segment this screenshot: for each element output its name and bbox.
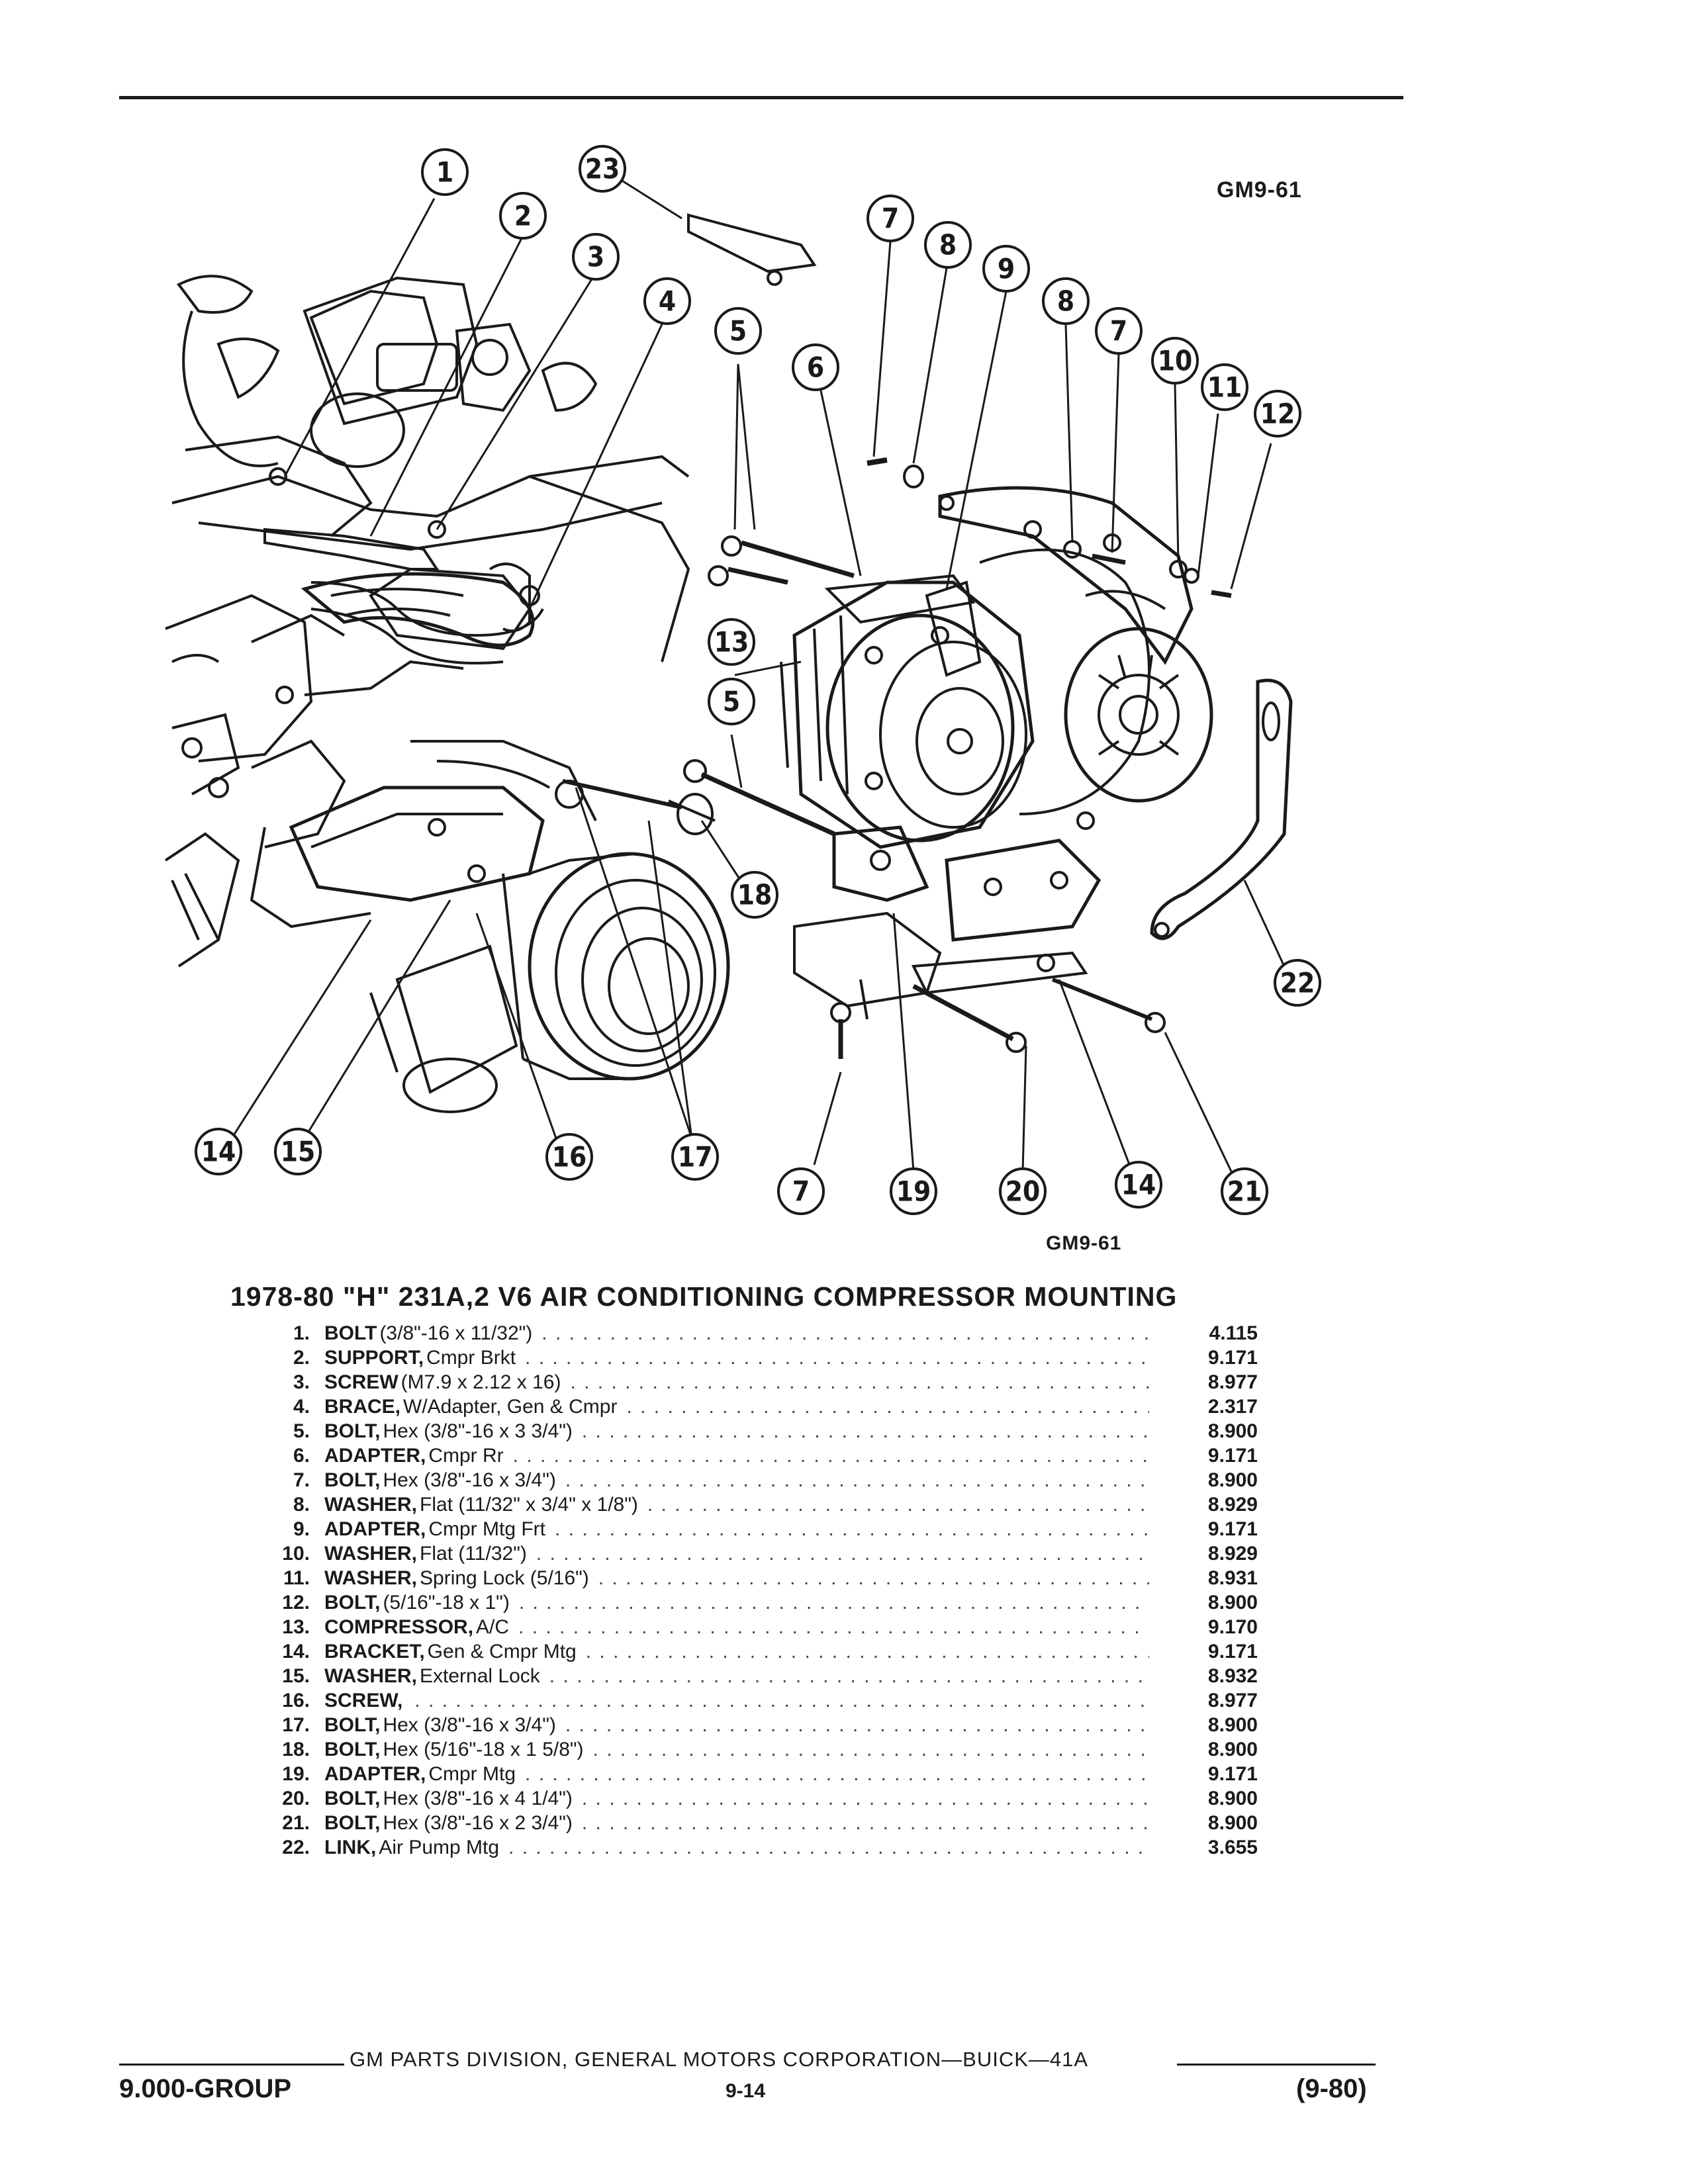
callout-23 (580, 146, 625, 191)
part-row-5 (238, 1419, 1258, 1443)
part-description: Flat (11/32" x 3/4" x 1/8") (420, 1494, 638, 1516)
dot-leader (626, 1394, 1149, 1419)
footer-rule-left (119, 2064, 344, 2066)
part-name: ADAPTER, (324, 1763, 426, 1785)
callout-22 (1275, 960, 1320, 1005)
dot-leader (565, 1468, 1149, 1492)
callout-6 (793, 345, 838, 390)
callout-15 (275, 1129, 320, 1174)
part-description: W/Adapter, Gen & Cmpr (403, 1396, 618, 1418)
footer-group: 9.000-GROUP (119, 2074, 292, 2103)
dot-leader (513, 1443, 1149, 1468)
part-row-15 (238, 1664, 1258, 1688)
group-number: 8.977 (1207, 1371, 1258, 1393)
group-number: 9.171 (1207, 1347, 1258, 1369)
part-number: 13. (282, 1616, 310, 1638)
dot-leader (541, 1321, 1149, 1345)
svg-text:12: 12 (1260, 397, 1295, 430)
page-title: 1978-80 "H" 231A,2 V6 AIR CONDITIONING COMPRESSOR MOUNTING (230, 1281, 1178, 1312)
callouts (196, 146, 1320, 1214)
dot-leader (555, 1517, 1149, 1541)
part-name: BOLT, (324, 1788, 381, 1809)
callout-2 (500, 193, 545, 238)
part-row-4 (238, 1394, 1258, 1419)
part-row-7 (238, 1468, 1258, 1492)
part-name: BOLT, (324, 1420, 381, 1442)
callout-4 (645, 279, 690, 324)
part-name: SCREW (324, 1371, 399, 1393)
part-number: 19. (282, 1763, 310, 1785)
group-number: 9.170 (1207, 1616, 1258, 1638)
part-description: External Lock (420, 1665, 540, 1687)
part-description: Hex (3/8"-16 x 3/4") (383, 1469, 556, 1491)
part-name: WASHER, (324, 1665, 418, 1687)
compressor-drawing (781, 582, 1033, 847)
part-description: Hex (5/16"-18 x 1 5/8") (383, 1739, 584, 1760)
group-number: 8.900 (1207, 1812, 1258, 1834)
group-number: 8.900 (1207, 1714, 1258, 1736)
part-number: 15. (282, 1665, 310, 1687)
part-description: Hex (3/8"-16 x 3/4") (383, 1714, 556, 1736)
part-name: BOLT (324, 1322, 377, 1344)
group-number: 8.900 (1207, 1592, 1258, 1614)
part-name: SCREW, (324, 1690, 403, 1711)
upper-gen-bracket-drawing (940, 488, 1192, 662)
callout-7-top (868, 196, 913, 241)
part-description: Spring Lock (5/16") (420, 1567, 589, 1589)
part-name: ADAPTER, (324, 1518, 426, 1540)
footer-page-number: 9-14 (726, 2080, 766, 2102)
part-name: ADAPTER, (324, 1445, 426, 1467)
part-description: (M7.9 x 2.12 x 16) (400, 1371, 561, 1393)
lower-mount-bracket-drawing (291, 741, 596, 900)
part-row-2 (238, 1345, 1258, 1370)
part-description: Air Pump Mtg (379, 1837, 500, 1858)
callout-7-bottom (778, 1169, 823, 1214)
group-number: 8.931 (1207, 1567, 1258, 1589)
dot-leader (525, 1345, 1149, 1370)
group-number: 9.171 (1207, 1641, 1258, 1662)
part-description: Hex (3/8"-16 x 3 3/4") (383, 1420, 573, 1442)
group-number: 4.115 (1209, 1322, 1258, 1344)
part-name: BOLT, (324, 1469, 381, 1491)
part-number: 3. (293, 1371, 310, 1393)
svg-text:21: 21 (1227, 1175, 1262, 1208)
part-number: 10. (282, 1543, 310, 1565)
svg-text:7: 7 (1109, 314, 1128, 347)
part-name: LINK, (324, 1837, 377, 1858)
part-number: 20. (282, 1788, 310, 1809)
svg-text:5: 5 (729, 314, 747, 347)
part-name: COMPRESSOR, (324, 1616, 474, 1638)
svg-text:14: 14 (1121, 1168, 1156, 1201)
dot-leader (519, 1590, 1149, 1615)
svg-text:20: 20 (1005, 1175, 1041, 1208)
dot-leader (549, 1664, 1149, 1688)
group-number: 8.900 (1207, 1469, 1258, 1491)
part-number: 16. (282, 1690, 310, 1711)
part-name: BOLT, (324, 1812, 381, 1834)
part-number: 8. (293, 1494, 310, 1516)
callout-10 (1152, 338, 1197, 383)
group-number: 9.171 (1207, 1518, 1258, 1540)
footer-date: (9-80) (1296, 2074, 1367, 2103)
part-number: 2. (293, 1347, 310, 1369)
part-row-16 (238, 1688, 1258, 1713)
svg-text:19: 19 (896, 1175, 931, 1208)
part-description: (3/8"-16 x 11/32") (379, 1322, 533, 1344)
callout-8-right (1043, 279, 1088, 324)
parts-list (238, 1321, 1258, 1860)
dot-leader (582, 1811, 1149, 1835)
group-number: 8.929 (1207, 1543, 1258, 1565)
dot-leader (565, 1713, 1149, 1737)
group-number: 9.171 (1207, 1445, 1258, 1467)
part-name: WASHER, (324, 1494, 418, 1516)
part-number: 12. (282, 1592, 310, 1614)
group-number: 8.900 (1207, 1420, 1258, 1442)
part-description: Cmpr Brkt (426, 1347, 516, 1369)
dot-leader (582, 1419, 1149, 1443)
oil-filter-drawing (371, 946, 516, 1112)
svg-text:1: 1 (436, 156, 454, 189)
part-description: A/C (476, 1616, 510, 1638)
air-pump-link-drawing (1152, 680, 1291, 938)
part-number: 5. (293, 1420, 310, 1442)
svg-text:3: 3 (586, 240, 605, 273)
part-row-3 (238, 1370, 1258, 1394)
part-description: Gen & Cmpr Mtg (427, 1641, 577, 1662)
part-description: Cmpr Mtg Frt (428, 1518, 546, 1540)
dot-leader (586, 1639, 1149, 1664)
part-row-21 (238, 1811, 1258, 1835)
dot-leader (647, 1492, 1149, 1517)
svg-text:8: 8 (1056, 285, 1075, 318)
part-name: BRACE, (324, 1396, 401, 1418)
dot-leader (508, 1835, 1149, 1860)
svg-text:14: 14 (201, 1135, 236, 1168)
part-row-6 (238, 1443, 1258, 1468)
callout-7-right (1096, 308, 1141, 353)
dot-leader (570, 1370, 1149, 1394)
part-number: 4. (293, 1396, 310, 1418)
callout-17 (673, 1134, 718, 1179)
svg-text:13: 13 (714, 625, 749, 659)
callout-1 (422, 150, 467, 195)
svg-text:4: 4 (658, 285, 677, 318)
svg-text:2: 2 (514, 199, 532, 232)
part-number: 7. (293, 1469, 310, 1491)
part-row-8 (238, 1492, 1258, 1517)
group-number: 8.900 (1207, 1739, 1258, 1760)
part-number: 11. (283, 1567, 310, 1589)
footer-corporation: GM PARTS DIVISION, GENERAL MOTORS CORPORATION—BUICK—41A (350, 2048, 1089, 2071)
part-name: WASHER, (324, 1567, 418, 1589)
part-row-18 (238, 1737, 1258, 1762)
svg-text:8: 8 (939, 228, 957, 261)
bracket-23-drawing (688, 215, 814, 285)
svg-text:23: 23 (585, 152, 620, 185)
part-number: 21. (282, 1812, 310, 1834)
callout-14-left (196, 1129, 241, 1174)
callout-8-left (925, 222, 970, 267)
part-description: (5/16"-18 x 1") (383, 1592, 510, 1614)
dot-leader (593, 1737, 1149, 1762)
callout-11 (1202, 365, 1247, 410)
dot-leader (536, 1541, 1149, 1566)
group-number: 8.932 (1207, 1665, 1258, 1687)
callout-16 (547, 1134, 592, 1179)
callout-18 (732, 872, 777, 917)
part-name: BOLT, (324, 1714, 381, 1736)
part-row-9 (238, 1517, 1258, 1541)
figure-code-top: GM9-61 (1217, 177, 1302, 203)
part-number: 17. (282, 1714, 310, 1736)
bolts-drawing (684, 460, 1231, 1059)
part-row-11 (238, 1566, 1258, 1590)
svg-text:22: 22 (1280, 966, 1315, 999)
part-number: 18. (282, 1739, 310, 1760)
group-number: 8.977 (1207, 1690, 1258, 1711)
pulley-drawing (503, 854, 728, 1079)
dot-leader (598, 1566, 1149, 1590)
callout-20 (1000, 1169, 1045, 1214)
part-row-14 (238, 1639, 1258, 1664)
engine-block-drawing (165, 276, 688, 966)
svg-text:16: 16 (551, 1140, 587, 1173)
part-row-10 (238, 1541, 1258, 1566)
part-name: WASHER, (324, 1543, 418, 1565)
part-description: Hex (3/8"-16 x 2 3/4") (383, 1812, 573, 1834)
svg-text:15: 15 (280, 1135, 316, 1168)
svg-text:7: 7 (792, 1175, 810, 1208)
part-row-13 (238, 1615, 1258, 1639)
group-number: 8.929 (1207, 1494, 1258, 1516)
part-number: 22. (282, 1837, 310, 1858)
svg-text:11: 11 (1207, 371, 1243, 404)
dot-leader (518, 1615, 1149, 1639)
part-number: 9. (293, 1518, 310, 1540)
svg-text:18: 18 (737, 878, 773, 911)
group-number: 8.900 (1207, 1788, 1258, 1809)
part-description: Cmpr Mtg (428, 1763, 516, 1785)
part-row-19 (238, 1762, 1258, 1786)
group-number: 3.655 (1207, 1837, 1258, 1858)
callout-5-mid (709, 679, 754, 724)
group-number: 9.171 (1207, 1763, 1258, 1785)
callout-14-right (1116, 1162, 1161, 1207)
callout-21 (1222, 1169, 1267, 1214)
part-number: 1. (293, 1322, 310, 1344)
callout-12 (1255, 391, 1300, 436)
part-description: Flat (11/32") (420, 1543, 527, 1565)
svg-text:17: 17 (677, 1140, 713, 1173)
part-row-12 (238, 1590, 1258, 1615)
part-number: 14. (282, 1641, 310, 1662)
part-row-20 (238, 1786, 1258, 1811)
part-row-1 (238, 1321, 1258, 1345)
callout-5-top (716, 308, 761, 353)
svg-text:10: 10 (1157, 344, 1193, 377)
part-name: BRACKET, (324, 1641, 425, 1662)
svg-text:7: 7 (881, 202, 900, 235)
part-name: BOLT, (324, 1592, 381, 1614)
part-description: Hex (3/8"-16 x 4 1/4") (383, 1788, 573, 1809)
callout-13 (709, 619, 754, 664)
right-lower-bracket-drawing (914, 841, 1099, 993)
figure-code-bottom: GM9-61 (1046, 1232, 1122, 1254)
part-number: 6. (293, 1445, 310, 1467)
callout-9 (984, 246, 1029, 291)
svg-text:5: 5 (722, 685, 741, 718)
callout-3 (573, 234, 618, 279)
dot-leader (525, 1762, 1149, 1786)
part-row-17 (238, 1713, 1258, 1737)
group-number: 2.317 (1207, 1396, 1258, 1418)
dot-leader (582, 1786, 1149, 1811)
dot-leader (414, 1688, 1149, 1713)
part-name: BOLT, (324, 1739, 381, 1760)
part-row-22 (238, 1835, 1258, 1860)
footer-rule-right (1177, 2064, 1376, 2066)
part-name: SUPPORT, (324, 1347, 424, 1369)
svg-text:9: 9 (997, 252, 1015, 285)
part-description: Cmpr Rr (428, 1445, 504, 1467)
callout-19 (891, 1169, 936, 1214)
svg-text:6: 6 (806, 351, 825, 384)
